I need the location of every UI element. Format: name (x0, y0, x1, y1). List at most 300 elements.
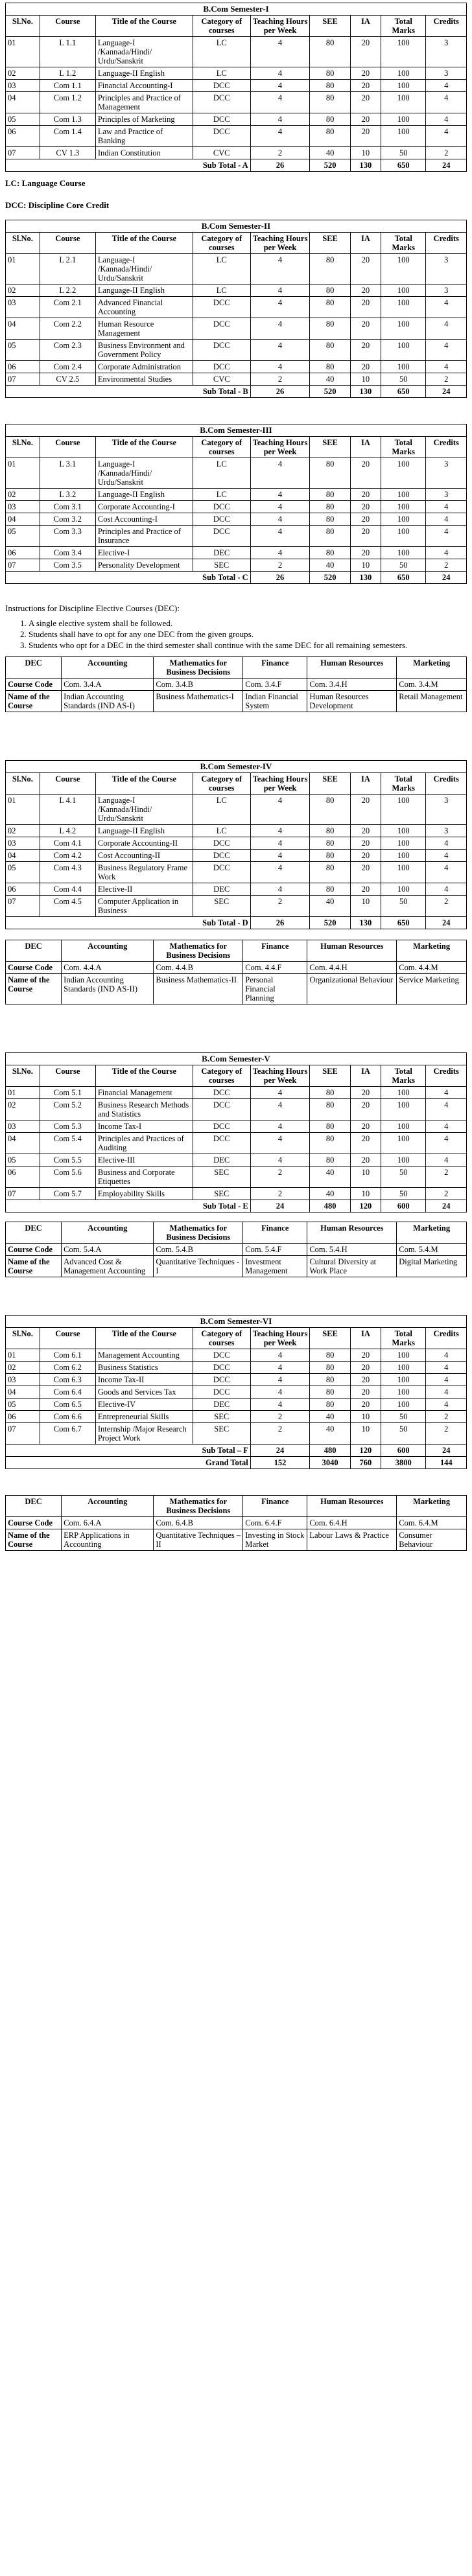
see-cell: 80 (310, 513, 350, 526)
see-cell: 80 (310, 1349, 350, 1362)
see-cell: 40 (310, 1411, 350, 1423)
course-title-cell: Language-I /Kannada/Hindi/ Urdu/Sanskrit (95, 37, 193, 67)
sl-no-cell: 07 (6, 1188, 40, 1200)
header-hours: Teaching Hours per Week (250, 1065, 310, 1087)
see-cell: 80 (310, 1154, 350, 1166)
total-cell: 100 (381, 1349, 426, 1362)
credits-cell: 4 (426, 547, 467, 559)
total-cell: 100 (381, 113, 426, 126)
see-cell: 80 (310, 850, 350, 862)
credits-cell: 4 (426, 1374, 467, 1386)
see-cell: 80 (310, 547, 350, 559)
table-row (6, 825, 467, 837)
ia-cell: 20 (350, 67, 381, 80)
dec-name-row (6, 691, 467, 712)
hours-cell: 2 (250, 1166, 310, 1188)
header-see: SEE (310, 233, 350, 254)
ia-cell: 20 (350, 837, 381, 850)
dec-course-code-label: Course Code (6, 1517, 62, 1529)
header-hours: Teaching Hours per Week (250, 233, 310, 254)
course-title-cell: Business and Corporate Etiquettes (95, 1166, 193, 1188)
dec-code-cell: Com. 3.4.B (154, 679, 243, 691)
category-cell: DCC (193, 1386, 250, 1398)
credits-cell: 4 (426, 1120, 467, 1133)
see-cell: 80 (310, 113, 350, 126)
dec-name-cell: ERP Applications in Accounting (62, 1529, 154, 1551)
ia-cell: 10 (350, 896, 381, 917)
hours-cell: 4 (250, 1120, 310, 1133)
credits-cell: 4 (426, 1398, 467, 1411)
category-cell: DCC (193, 318, 250, 340)
course-title-cell: Business Environment and Government Policy (95, 340, 193, 361)
credits-cell: 2 (426, 1423, 467, 1445)
total-cell: 100 (381, 1133, 426, 1154)
course-code-cell: Com 6.1 (40, 1349, 95, 1362)
subtotal-hours: 26 (250, 386, 310, 398)
sl-no-cell: 05 (6, 862, 40, 883)
course-code-cell: Com 4.2 (40, 850, 95, 862)
header-see: SEE (310, 437, 350, 458)
dec-header-row (6, 1222, 467, 1244)
table-row (6, 1423, 467, 1445)
header-course: Course (40, 1065, 95, 1087)
ia-cell: 20 (350, 526, 381, 547)
course-title-cell: Language-II English (95, 67, 193, 80)
sl-no-cell: 07 (6, 147, 40, 159)
credits-cell: 4 (426, 850, 467, 862)
hours-cell: 4 (250, 501, 310, 513)
see-cell: 80 (310, 1120, 350, 1133)
semester-body (6, 1053, 467, 1213)
see-cell: 80 (310, 37, 350, 67)
dec-code-cell: Com. 5.4.F (243, 1244, 307, 1256)
credits-cell: 4 (426, 513, 467, 526)
dec-code-row (6, 679, 467, 691)
category-cell: DCC (193, 862, 250, 883)
course-title-cell: Elective-IV (95, 1398, 193, 1411)
subtotal-see: 520 (310, 159, 350, 172)
total-cell: 100 (381, 850, 426, 862)
header-see: SEE (310, 1065, 350, 1087)
credits-cell: 4 (426, 862, 467, 883)
dec-header-finance: Finance (243, 1222, 307, 1244)
dec-name-row (6, 1256, 467, 1277)
dec-course-code-label: Course Code (6, 1244, 62, 1256)
subtotal-total: 650 (381, 572, 426, 584)
grandtotal-total: 3800 (381, 1457, 426, 1469)
total-cell: 100 (381, 340, 426, 361)
header-slno: Sl.No. (6, 16, 40, 37)
table-row (6, 501, 467, 513)
hours-cell: 4 (250, 92, 310, 113)
total-cell: 100 (381, 297, 426, 318)
dec-code-cell: Com. 5.4.B (154, 1244, 243, 1256)
total-cell: 100 (381, 361, 426, 373)
subtotal-ia: 120 (350, 1445, 381, 1457)
grandtotal-label: Grand Total (6, 1457, 251, 1469)
spacer (5, 213, 467, 220)
subtotal-credits: 24 (426, 386, 467, 398)
course-title-cell: Elective-II (95, 883, 193, 896)
course-title-cell: Corporate Accounting-II (95, 837, 193, 850)
course-title-cell: Principles and Practice of Insurance (95, 526, 193, 547)
sl-no-cell: 05 (6, 113, 40, 126)
total-cell: 100 (381, 501, 426, 513)
course-title-cell: Advanced Financial Accounting (95, 297, 193, 318)
total-cell: 100 (381, 837, 426, 850)
credits-cell: 4 (426, 526, 467, 547)
header-hours: Teaching Hours per Week (250, 1328, 310, 1349)
hours-cell: 2 (250, 559, 310, 572)
course-title-cell: Law and Practice of Banking (95, 126, 193, 147)
total-cell: 50 (381, 1411, 426, 1423)
credits-cell: 4 (426, 340, 467, 361)
credits-cell: 4 (426, 361, 467, 373)
sl-no-cell: 04 (6, 1133, 40, 1154)
category-cell: LC (193, 795, 250, 825)
dec-header-finance: Finance (243, 657, 307, 679)
category-cell: DEC (193, 547, 250, 559)
semester-title-row (6, 1053, 467, 1065)
table-row (6, 1120, 467, 1133)
sl-no-cell: 07 (6, 559, 40, 572)
see-cell: 80 (310, 501, 350, 513)
subtotal-credits: 24 (426, 572, 467, 584)
course-code-cell: Com 5.1 (40, 1087, 95, 1099)
semester-title-row (6, 1316, 467, 1328)
dec-name-cell: Investing in Stock Market (243, 1529, 307, 1551)
course-code-cell: L 2.1 (40, 254, 95, 284)
table-row (6, 1133, 467, 1154)
table-row (6, 1154, 467, 1166)
ia-cell: 10 (350, 1423, 381, 1445)
category-cell: CVC (193, 373, 250, 386)
sl-no-cell: 01 (6, 1087, 40, 1099)
sl-no-cell: 01 (6, 254, 40, 284)
hours-cell: 4 (250, 513, 310, 526)
grandtotal-credits: 144 (426, 1457, 467, 1469)
credits-cell: 4 (426, 1386, 467, 1398)
course-code-cell: L 2.2 (40, 284, 95, 297)
dec-name-cell: Consumer Behaviour (397, 1529, 467, 1551)
header-row (6, 16, 467, 37)
table-row (6, 489, 467, 501)
dec-name-cell: Personal Financial Planning (243, 974, 307, 1004)
course-title-cell: Human Resource Management (95, 318, 193, 340)
semester-body (6, 3, 467, 172)
category-cell: DCC (193, 1374, 250, 1386)
credits-cell: 4 (426, 501, 467, 513)
category-cell: SEC (193, 559, 250, 572)
spacer (5, 712, 467, 760)
table-row (6, 92, 467, 113)
total-cell: 100 (381, 1087, 426, 1099)
category-cell: DEC (193, 883, 250, 896)
table-row (6, 373, 467, 386)
header-row (6, 1328, 467, 1349)
ia-cell: 20 (350, 37, 381, 67)
course-code-cell: L 3.1 (40, 458, 95, 489)
course-code-cell: Com 5.2 (40, 1099, 95, 1120)
category-cell: DCC (193, 80, 250, 92)
see-cell: 80 (310, 67, 350, 80)
ia-cell: 20 (350, 92, 381, 113)
see-cell: 40 (310, 559, 350, 572)
sl-no-cell: 06 (6, 883, 40, 896)
course-title-cell: Principles and Practice of Management (95, 92, 193, 113)
ia-cell: 10 (350, 1166, 381, 1188)
semester-title-row (6, 761, 467, 773)
ia-cell: 20 (350, 1099, 381, 1120)
sl-no-cell: 07 (6, 896, 40, 917)
table-row (6, 1087, 467, 1099)
credits-cell: 2 (426, 896, 467, 917)
subtotal-credits: 24 (426, 159, 467, 172)
dec-name-cell: Indian Accounting Standards (IND AS-I) (62, 691, 154, 712)
header-category: Category of courses (193, 1065, 250, 1087)
dec-name-cell: Indian Financial System (243, 691, 307, 712)
ia-cell: 10 (350, 1411, 381, 1423)
dec-code-cell: Com. 5.4.H (307, 1244, 397, 1256)
header-total: Total Marks (381, 1328, 426, 1349)
course-code-cell: L 1.2 (40, 67, 95, 80)
total-cell: 100 (381, 80, 426, 92)
sl-no-cell: 06 (6, 361, 40, 373)
subtotal-row (6, 917, 467, 929)
course-code-cell: Com 6.7 (40, 1423, 95, 1445)
ia-cell: 20 (350, 284, 381, 297)
subtotal-ia: 130 (350, 159, 381, 172)
dec-header-hr: Human Resources (307, 1496, 397, 1517)
header-title: Title of the Course (95, 1328, 193, 1349)
category-cell: DCC (193, 126, 250, 147)
sl-no-cell: 01 (6, 458, 40, 489)
category-cell: DCC (193, 92, 250, 113)
category-cell: DCC (193, 501, 250, 513)
hours-cell: 4 (250, 795, 310, 825)
category-cell: DCC (193, 526, 250, 547)
header-course: Course (40, 773, 95, 795)
header-course: Course (40, 1328, 95, 1349)
dec-header-dec: DEC (6, 940, 62, 962)
hours-cell: 4 (250, 80, 310, 92)
header-row (6, 437, 467, 458)
course-code-cell: CV 2.5 (40, 373, 95, 386)
header-category: Category of courses (193, 437, 250, 458)
course-title-cell: Entrepreneurial Skills (95, 1411, 193, 1423)
category-cell: SEC (193, 896, 250, 917)
subtotal-total: 650 (381, 917, 426, 929)
subtotal-credits: 24 (426, 1445, 467, 1457)
total-cell: 100 (381, 489, 426, 501)
dec-name-cell: Advanced Cost & Management Accounting (62, 1256, 154, 1277)
dec-header-math: Mathematics for Business Decisions (154, 1222, 243, 1244)
dec-body (6, 940, 467, 1004)
header-hours: Teaching Hours per Week (250, 773, 310, 795)
course-title-cell: Income Tax-I (95, 1120, 193, 1133)
course-code-cell: Com 4.3 (40, 862, 95, 883)
category-cell: LC (193, 825, 250, 837)
semester-title: B.Com Semester-VI (6, 1316, 467, 1328)
subtotal-see: 480 (310, 1200, 350, 1213)
dec-name-cell: Organizational Behaviour (307, 974, 397, 1004)
course-title-cell: Employability Skills (95, 1188, 193, 1200)
course-code-cell: Com 4.1 (40, 837, 95, 850)
course-title-cell: Corporate Administration (95, 361, 193, 373)
hours-cell: 4 (250, 862, 310, 883)
sl-no-cell: 03 (6, 80, 40, 92)
credits-cell: 2 (426, 1411, 467, 1423)
dec-body (6, 657, 467, 712)
sl-no-cell: 02 (6, 1099, 40, 1120)
dec-header-accounting: Accounting (62, 1496, 154, 1517)
header-slno: Sl.No. (6, 233, 40, 254)
course-code-cell: Com 5.7 (40, 1188, 95, 1200)
dec-code-cell: Com. 3.4.A (62, 679, 154, 691)
category-cell: LC (193, 458, 250, 489)
spacer (5, 1004, 467, 1052)
see-cell: 80 (310, 1362, 350, 1374)
ia-cell: 20 (350, 1398, 381, 1411)
hours-cell: 4 (250, 254, 310, 284)
sl-no-cell: 05 (6, 526, 40, 547)
dec-name-row (6, 974, 467, 1004)
dec-code-cell: Com. 3.4.H (307, 679, 397, 691)
course-code-cell: Com 1.1 (40, 80, 95, 92)
subtotal-label: Sub Total - D (6, 917, 251, 929)
dec-name-label: Name of the Course (6, 974, 62, 1004)
sl-no-cell: 04 (6, 318, 40, 340)
course-code-cell: Com 6.4 (40, 1386, 95, 1398)
header-slno: Sl.No. (6, 1065, 40, 1087)
credits-cell: 3 (426, 795, 467, 825)
subtotal-credits: 24 (426, 1200, 467, 1213)
hours-cell: 2 (250, 373, 310, 386)
dec-header-marketing: Marketing (397, 1496, 467, 1517)
see-cell: 80 (310, 340, 350, 361)
dec-header-marketing: Marketing (397, 657, 467, 679)
header-ia: IA (350, 1065, 381, 1087)
grandtotal-row (6, 1457, 467, 1469)
table-row (6, 1386, 467, 1398)
course-title-cell: Corporate Accounting-I (95, 501, 193, 513)
course-title-cell: Personality Development (95, 559, 193, 572)
dec-name-label: Name of the Course (6, 691, 62, 712)
subtotal-total: 650 (381, 159, 426, 172)
total-cell: 50 (381, 1188, 426, 1200)
table-row (6, 1411, 467, 1423)
total-cell: 100 (381, 92, 426, 113)
sl-no-cell: 06 (6, 1166, 40, 1188)
course-code-cell: Com 5.5 (40, 1154, 95, 1166)
course-title-cell: Language-II English (95, 284, 193, 297)
header-title: Title of the Course (95, 437, 193, 458)
ia-cell: 10 (350, 1188, 381, 1200)
category-cell: CVC (193, 147, 250, 159)
dec-course-code-label: Course Code (6, 962, 62, 974)
ia-cell: 20 (350, 113, 381, 126)
semester-title-row (6, 424, 467, 437)
ia-cell: 20 (350, 547, 381, 559)
subtotal-total: 650 (381, 386, 426, 398)
header-credits: Credits (426, 233, 467, 254)
dec-header-marketing: Marketing (397, 940, 467, 962)
credits-cell: 4 (426, 1349, 467, 1362)
header-credits: Credits (426, 437, 467, 458)
ia-cell: 20 (350, 513, 381, 526)
subtotal-row (6, 1200, 467, 1213)
credits-cell: 3 (426, 825, 467, 837)
course-title-cell: Income Tax-II (95, 1374, 193, 1386)
total-cell: 50 (381, 896, 426, 917)
table-row (6, 513, 467, 526)
subtotal-ia: 130 (350, 572, 381, 584)
ia-cell: 20 (350, 850, 381, 862)
sl-no-cell: 06 (6, 126, 40, 147)
dec-name-cell: Quantitative Techniques –II (154, 1529, 243, 1551)
header-see: SEE (310, 16, 350, 37)
instruction-item: 3. Students who opt for a DEC in the third semester shall continue with the same DEC for all remaining semesters. (29, 640, 467, 650)
ia-cell: 20 (350, 883, 381, 896)
see-cell: 80 (310, 318, 350, 340)
subtotal-hours: 26 (250, 572, 310, 584)
category-cell: SEC (193, 1166, 250, 1188)
dec-body (6, 1496, 467, 1551)
hours-cell: 4 (250, 1398, 310, 1411)
see-cell: 80 (310, 526, 350, 547)
credits-cell: 2 (426, 1166, 467, 1188)
semester-body (6, 424, 467, 584)
course-title-cell: Business Research Methods and Statistics (95, 1099, 193, 1120)
header-credits: Credits (426, 16, 467, 37)
table-row (6, 559, 467, 572)
course-code-cell: Com 3.4 (40, 547, 95, 559)
see-cell: 80 (310, 1386, 350, 1398)
table-row (6, 340, 467, 361)
see-cell: 80 (310, 1133, 350, 1154)
total-cell: 100 (381, 37, 426, 67)
dec-table (5, 1222, 467, 1277)
hours-cell: 4 (250, 1087, 310, 1099)
dec-header-finance: Finance (243, 940, 307, 962)
spacer (5, 191, 467, 194)
course-code-cell: Com 2.2 (40, 318, 95, 340)
total-cell: 100 (381, 1120, 426, 1133)
ia-cell: 20 (350, 795, 381, 825)
course-code-cell: Com 5.4 (40, 1133, 95, 1154)
course-code-cell: L 4.2 (40, 825, 95, 837)
course-code-cell: Com 4.4 (40, 883, 95, 896)
header-ia: IA (350, 773, 381, 795)
header-title: Title of the Course (95, 1065, 193, 1087)
dec-name-row (6, 1529, 467, 1551)
hours-cell: 4 (250, 340, 310, 361)
course-code-cell: Com 6.2 (40, 1362, 95, 1374)
sl-no-cell: 03 (6, 1374, 40, 1386)
legend-lc: LC: Language Course (5, 178, 86, 188)
header-slno: Sl.No. (6, 1328, 40, 1349)
semester-title: B.Com Semester-IV (6, 761, 467, 773)
hours-cell: 4 (250, 526, 310, 547)
hours-cell: 2 (250, 896, 310, 917)
ia-cell: 10 (350, 559, 381, 572)
dec-code-cell: Com. 6.4.F (243, 1517, 307, 1529)
ia-cell: 20 (350, 489, 381, 501)
header-total: Total Marks (381, 437, 426, 458)
ia-cell: 20 (350, 1374, 381, 1386)
subtotal-hours: 26 (250, 159, 310, 172)
course-title-cell: Elective-I (95, 547, 193, 559)
